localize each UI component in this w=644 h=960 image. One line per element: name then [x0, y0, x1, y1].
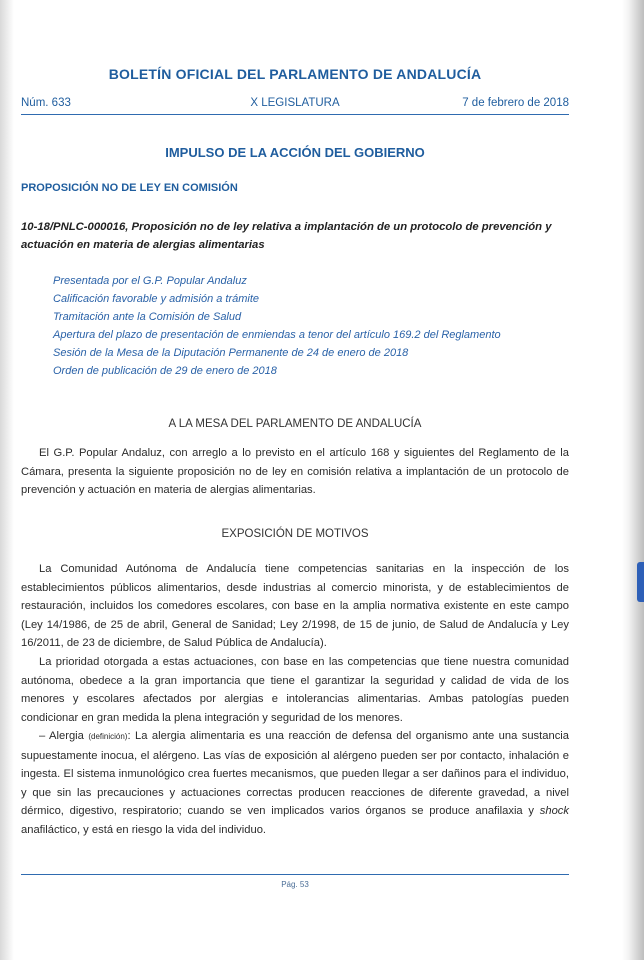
screen-edge-tab[interactable] — [637, 562, 644, 602]
procedure-step: Sesión de la Mesa de la Diputación Permanente de 24 de enero de 2018 — [53, 347, 409, 359]
procedure-step: Tramitación ante la Comisión de Salud — [53, 311, 242, 323]
page-number: Pág. 53 — [281, 880, 309, 889]
procedure-step: Calificación favorable y admisión a trámite — [53, 293, 260, 305]
procedure-step: Orden de publicación de 29 de enero de 2018 — [53, 365, 277, 377]
footer-divider — [21, 874, 569, 875]
issue-date: 7 de febrero de 2018 — [462, 97, 569, 109]
definition-text: : La alergia alimentaria es una reacción de defensa del organismo ante una sustancia supuestamente inocua, el alérgeno. Las vías de exposición al alérgeno pueden ser por contacto, inhalación e ingesta. El sistema inmunológico crea fuertes mecanismos, que pueden llegar a ser dañinos para el individuo, y que sin las precauciones y actuaciones correctas producen reacciones de diferente gravedad, a nivel dérmico, digestivo, respiratorio; cuando se ven implicados varios órganos se produce anafilaxia y — [21, 730, 569, 817]
definition-text-end: anafiláctico, y está en riesgo la vida del individuo. — [21, 823, 267, 836]
definition-tag: (definición) — [88, 732, 128, 741]
exposicion-heading: EXPOSICIÓN DE MOTIVOS — [221, 528, 369, 540]
subsection-title: PROPOSICIÓN NO DE LEY EN COMISIÓN — [21, 182, 238, 194]
procedure-step: Presentada por el G.P. Popular Andaluz — [53, 275, 247, 287]
definition-paragraph — [21, 727, 569, 839]
definition-lead: – Alergia — [39, 730, 84, 742]
page-shadow-left — [0, 0, 14, 960]
issue-meta-row — [21, 97, 569, 111]
document-page — [21, 0, 569, 960]
header-divider — [21, 114, 569, 115]
page-shadow-right — [622, 0, 644, 960]
intro-paragraph: El G.P. Popular Andaluz, con arreglo a lo previsto en el artículo 168 y siguientes del Reglamento de la Cámara, presenta la siguiente proposición no de ley en comisión relativa a implantación de un protocolo de prevención y actuación en materia de alergias alimentarias. — [21, 447, 569, 496]
addressee-heading: A LA MESA DEL PARLAMENTO DE ANDALUCÍA — [168, 418, 422, 430]
legislature-label: X LEGISLATURA — [250, 97, 340, 109]
section-title: IMPULSO DE LA ACCIÓN DEL GOBIERNO — [165, 145, 425, 160]
issue-number: Núm. 633 — [21, 97, 71, 109]
definition-italic-term: shock — [539, 805, 569, 817]
document-heading: 10-18/PNLC-000016, Proposición no de ley relativa a implantación de un protocolo de prevención y actuación en materia de alergias alimentarias — [21, 221, 552, 251]
body-paragraph: La prioridad otorgada a estas actuaciones, con base en las competencias que tiene nuestra comunidad autónoma, obedece a la gran importancia que tiene el garantizar la seguridad y calidad de vida de los menores y escolares afectados por alergias e intolerancias alimentarias. Ambas patologías pueden condicionar en gran medida la plena integración y seguridad de los menores. — [21, 656, 569, 724]
procedure-step: Apertura del plazo de presentación de enmiendas a tenor del artículo 169.2 del Reglamento — [53, 329, 501, 341]
procedure-steps-list — [53, 272, 501, 380]
publication-title: BOLETÍN OFICIAL DEL PARLAMENTO DE ANDALUCÍA — [108, 66, 482, 82]
body-paragraph: La Comunidad Autónoma de Andalucía tiene competencias sanitarias en la inspección de los establecimientos públicos alimentarios, desde industrias al comercio minorista, y de establecimientos de restauración, incluidos los comedores escolares, con base en la amplia normativa existente en este campo (Ley 14/1986, de 25 de abril, General de Sanidad; Ley 2/1998, de 15 de junio, de Salud de Andalucía y Ley 16/2011, de 23 de diciembre, de Salud Pública de Andalucía). — [21, 563, 569, 649]
